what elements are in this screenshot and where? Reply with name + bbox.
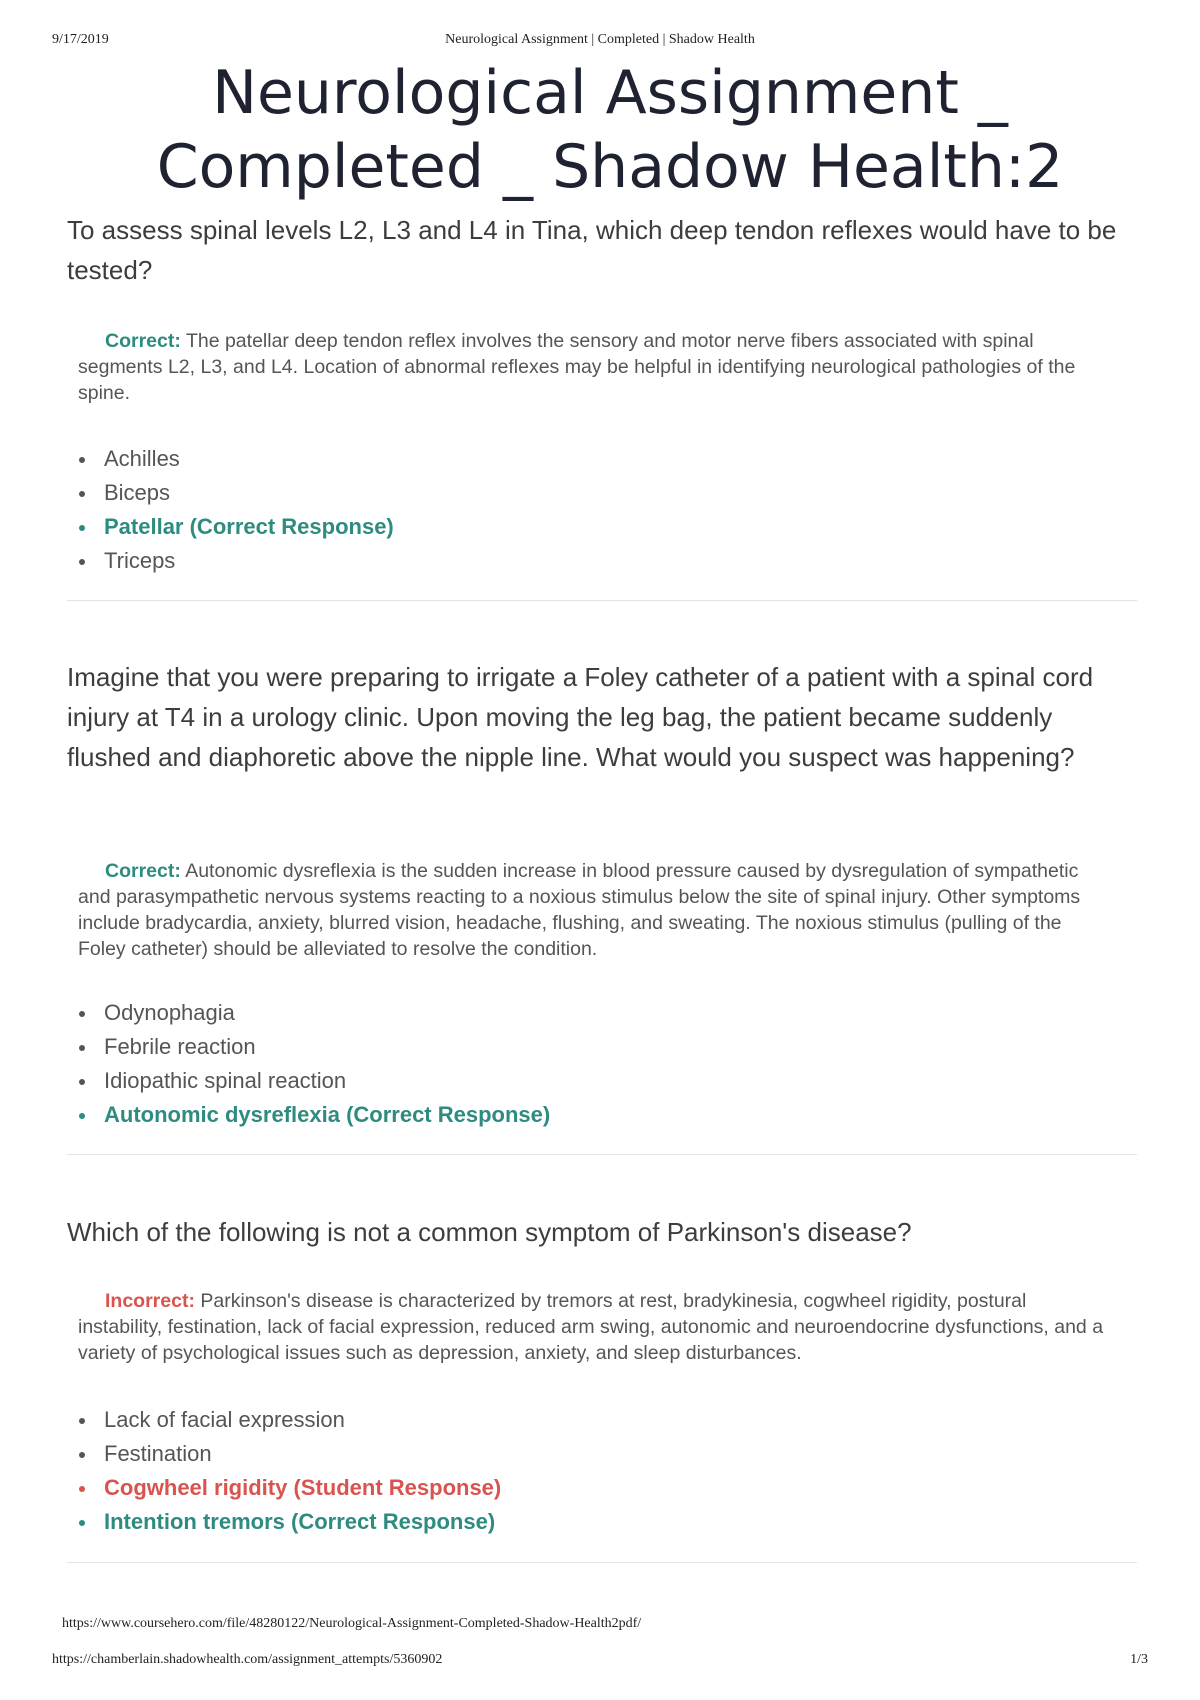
print-footer: [52, 1652, 1148, 1672]
option-odynophagia: Odynophagia: [70, 996, 550, 1030]
question-1-prompt: To assess spinal levels L2, L3 and L4 in Tina, which deep tendon reflexes would have to be tested?: [67, 215, 1117, 285]
document-title: Neurological Assignment _ Completed _ Shadow Health:2: [156, 58, 1064, 202]
feedback-label-correct: Correct:: [105, 860, 181, 882]
print-page-title: Neurological Assignment | Completed | Shadow Health: [445, 32, 755, 47]
option-patellar-correct: Patellar (Correct Response): [70, 510, 394, 544]
divider: [67, 600, 1137, 601]
option-idiopathic-spinal-reaction: Idiopathic spinal reaction: [70, 1064, 550, 1098]
divider: [67, 1562, 1137, 1563]
option-intention-tremors-correct: Intention tremors (Correct Response): [70, 1505, 501, 1539]
feedback-label-incorrect: Incorrect:: [105, 1290, 195, 1312]
question-3-options: [70, 1403, 501, 1539]
question-2-feedback: [78, 858, 1108, 962]
option-biceps: Biceps: [70, 476, 394, 510]
source-url[interactable]: https://www.coursehero.com/file/48280122/Neurological-Assignment-Completed-Shadow-Health2pdf/: [62, 1616, 642, 1631]
question-3-feedback: [78, 1288, 1108, 1366]
question-3-prompt: Which of the following is not a common symptom of Parkinson's disease?: [67, 1217, 912, 1247]
feedback-text: Autonomic dysreflexia is the sudden increase in blood pressure caused by dysregulation of sympathetic and parasympathetic nervous systems reacting to a noxious stimulus below the site of spinal injury. Other symptoms include bradycardia, anxiety, blurred vision, headache, flushing, and sweating. The noxious stimulus (pulling of the Foley catheter) should be alleviated to resolve the condition.: [78, 860, 1081, 960]
question-1-feedback: [78, 328, 1108, 406]
feedback-text: Parkinson's disease is characterized by tremors at rest, bradykinesia, cogwheel rigidity, postural instability, festination, lack of facial expression, reduced arm swing, autonomic and neuroendocrine dysfunctions, and a variety of psychological issues such as depression, anxiety, and sleep disturbances.: [78, 1290, 1104, 1364]
feedback-label-correct: Correct:: [105, 330, 181, 352]
option-autonomic-dysreflexia-correct: Autonomic dysreflexia (Correct Response): [70, 1098, 550, 1132]
question-1-options: [70, 442, 394, 578]
print-header: [52, 32, 1148, 52]
divider: [67, 1154, 1137, 1155]
option-febrile-reaction: Febrile reaction: [70, 1030, 550, 1064]
page-number: 1/3: [1130, 1652, 1148, 1667]
option-achilles: Achilles: [70, 442, 394, 476]
question-2-prompt: Imagine that you were preparing to irrigate a Foley catheter of a patient with a spinal cord injury at T4 in a urology clinic. Upon moving the leg bag, the patient became suddenly flushed and diaphoretic above the nipple line. What would you suspect was happening?: [67, 662, 1094, 772]
print-date: 9/17/2019: [52, 32, 109, 47]
option-cogwheel-rigidity-student: Cogwheel rigidity (Student Response): [70, 1471, 501, 1505]
feedback-text: The patellar deep tendon reflex involves the sensory and motor nerve fibers associated with spinal segments L2, L3, and L4. Location of abnormal reflexes may be helpful in identifying neurological pathologies of the spine.: [78, 330, 1076, 404]
option-lack-of-facial-expression: Lack of facial expression: [70, 1403, 501, 1437]
option-triceps: Triceps: [70, 544, 394, 578]
print-footer-url[interactable]: https://chamberlain.shadowhealth.com/assignment_attempts/5360902: [52, 1652, 443, 1667]
question-2-options: [70, 996, 550, 1132]
option-festination: Festination: [70, 1437, 501, 1471]
